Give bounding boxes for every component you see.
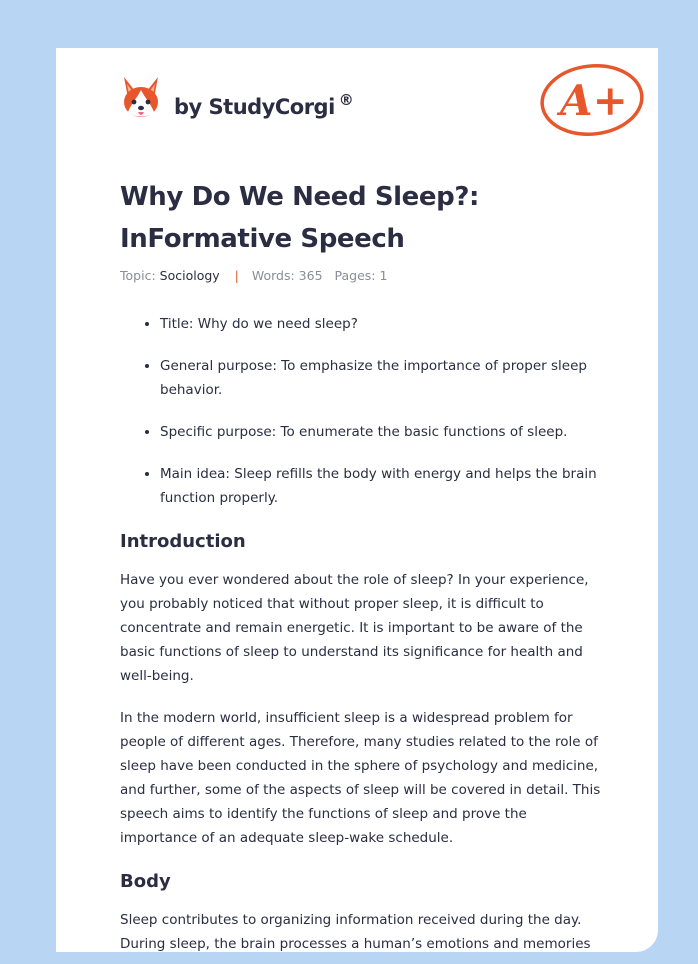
topic-link[interactable]: Sociology (159, 268, 220, 283)
list-item: • Title: Why do we need sleep? (160, 312, 608, 336)
essay-content (120, 312, 608, 952)
body-heading: Body (120, 871, 171, 892)
page-title: Why Do We Need Sleep?: InFormative Speech (120, 182, 480, 254)
registered-mark: ® (338, 91, 354, 109)
introduction-heading: Introduction (120, 531, 246, 552)
a-plus-grade-icon (538, 60, 650, 140)
corgi-logo-icon (120, 74, 162, 122)
word-count: Words: 365 (251, 268, 323, 283)
page-count: Pages: 1 (334, 268, 388, 283)
header (120, 74, 600, 124)
paragraph: Sleep contributes to organizing information received during the day. During sleep, the brain processes a human’s emotions and memories (120, 912, 591, 952)
list-item: • General purpose: To emphasize the importance of proper sleep behavior. (160, 354, 608, 402)
topic-label: Topic: (120, 268, 156, 283)
list-item: • Main idea: Sleep refills the body with energy and helps the brain function properly. (160, 462, 608, 510)
paragraph: In the modern world, insufficient sleep is a widespread problem for people of different ages. Therefore, many studies related to the role of sleep have been conducted in the sphere of psychology and medicine, and further, some of the aspects of sleep will be covered in detail. This speech aims to identify the functions of sleep and prove the importance of an adequate sleep-wake schedule. (120, 710, 601, 846)
grade-text: A+ (560, 76, 628, 125)
brand-name[interactable]: by StudyCorgi ® (174, 91, 354, 119)
paragraph: Have you ever wondered about the role of sleep? In your experience, you probably noticed that without proper sleep, it is difficult to concentrate and remain energetic. It is important to be aware of the basic functions of sleep to understand its significance for health and well-being. (120, 572, 589, 684)
document-page (56, 48, 658, 952)
speech-outline-list (120, 312, 608, 510)
meta-separator: | (234, 268, 239, 283)
document-meta (120, 268, 387, 283)
list-item: • Specific purpose: To enumerate the basic functions of sleep. (160, 420, 608, 444)
